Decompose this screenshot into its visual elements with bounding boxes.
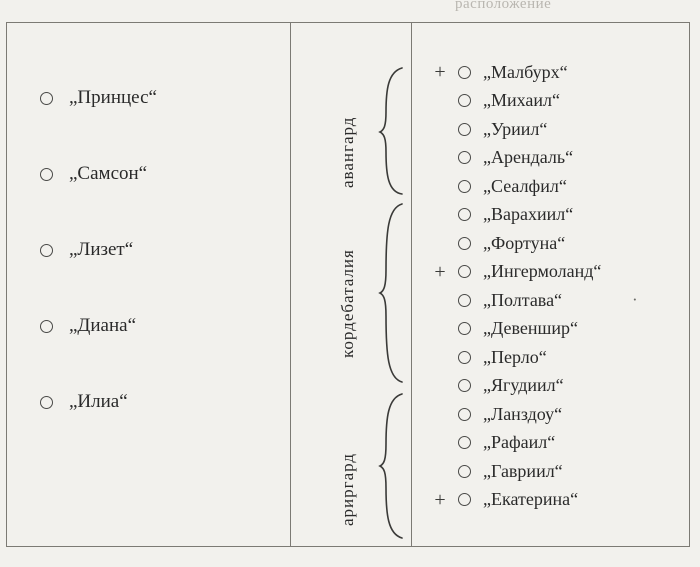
ship-name: „Девеншир“ — [483, 318, 578, 339]
circle-icon — [458, 493, 471, 506]
circle-icon — [458, 237, 471, 250]
ship-name: „Ингермоланд“ — [483, 261, 602, 282]
stray-dot-mark: · — [632, 290, 638, 310]
circle-icon — [458, 351, 471, 364]
ship-name: „Арендаль“ — [483, 147, 574, 168]
right-ship-list — [432, 58, 682, 514]
circle-icon — [458, 208, 471, 221]
circle-icon — [40, 396, 53, 409]
circle-icon — [458, 180, 471, 193]
circle-icon — [40, 92, 53, 105]
circle-icon — [40, 168, 53, 181]
circle-icon — [458, 408, 471, 421]
group-label-column — [292, 24, 410, 545]
plus-marker: + — [434, 61, 446, 84]
ship-name: „Варахиил“ — [483, 204, 574, 225]
list-item[interactable] — [432, 172, 682, 201]
list-item[interactable] — [432, 58, 682, 87]
vertical-divider-right — [411, 22, 412, 547]
list-item[interactable] — [40, 212, 280, 288]
page-top-text-fragment: расположение — [455, 0, 552, 12]
brace-vanguard — [378, 66, 404, 196]
ship-name: „Екатерина“ — [483, 489, 579, 510]
circle-icon — [458, 94, 471, 107]
list-item[interactable] — [40, 136, 280, 212]
list-item[interactable] — [40, 60, 280, 136]
circle-icon — [40, 320, 53, 333]
plus-marker: + — [434, 260, 446, 283]
list-item[interactable] — [432, 429, 682, 458]
plus-marker: + — [434, 488, 446, 511]
circle-icon — [458, 265, 471, 278]
circle-icon — [458, 294, 471, 307]
list-item[interactable] — [432, 258, 682, 287]
group-label-arriergarde: ариргард — [338, 452, 357, 526]
brace-arriergarde — [378, 392, 404, 540]
ship-name: „Фортуна“ — [483, 232, 566, 253]
ship-name: „Лизет“ — [69, 239, 134, 260]
list-item[interactable] — [432, 315, 682, 344]
circle-icon — [40, 244, 53, 257]
circle-icon — [458, 66, 471, 79]
ship-name: „Малбурх“ — [483, 61, 568, 82]
list-item[interactable] — [432, 486, 682, 515]
list-item[interactable] — [432, 457, 682, 486]
list-item[interactable] — [40, 364, 280, 440]
list-item[interactable] — [432, 286, 682, 315]
list-item[interactable] — [432, 115, 682, 144]
list-item[interactable] — [432, 372, 682, 401]
ship-name: „Илиа“ — [69, 391, 128, 412]
vertical-divider-left — [290, 22, 291, 547]
circle-icon — [458, 379, 471, 392]
list-item[interactable] — [432, 144, 682, 173]
ship-name: „Ланздоу“ — [483, 403, 563, 424]
circle-icon — [458, 151, 471, 164]
ship-name: „Самсон“ — [69, 163, 148, 184]
ship-name: „Принцес“ — [69, 87, 157, 108]
circle-icon — [458, 465, 471, 478]
circle-icon — [458, 123, 471, 136]
ship-name: „Уриил“ — [483, 118, 548, 139]
ship-name: „Гавриил“ — [483, 460, 563, 481]
list-item[interactable] — [432, 400, 682, 429]
list-item[interactable] — [40, 288, 280, 364]
group-label-cordebatalia: кордебаталия — [338, 249, 357, 358]
ship-name: „Сеалфил“ — [483, 175, 567, 196]
brace-cordebatalia — [378, 202, 404, 384]
circle-icon — [458, 436, 471, 449]
ship-name: „Рафаил“ — [483, 432, 556, 453]
ship-name: „Михаил“ — [483, 90, 560, 111]
ship-name: „Диана“ — [69, 315, 137, 336]
group-label-vanguard: авангард — [338, 116, 357, 188]
left-ship-list — [40, 60, 280, 440]
ship-name: „Полтава“ — [483, 289, 563, 310]
ship-name: „Ягудиил“ — [483, 375, 564, 396]
list-item[interactable] — [432, 229, 682, 258]
list-item[interactable] — [432, 343, 682, 372]
ship-name: „Перло“ — [483, 346, 547, 367]
list-item[interactable] — [432, 201, 682, 230]
circle-icon — [458, 322, 471, 335]
list-item[interactable] — [432, 87, 682, 116]
